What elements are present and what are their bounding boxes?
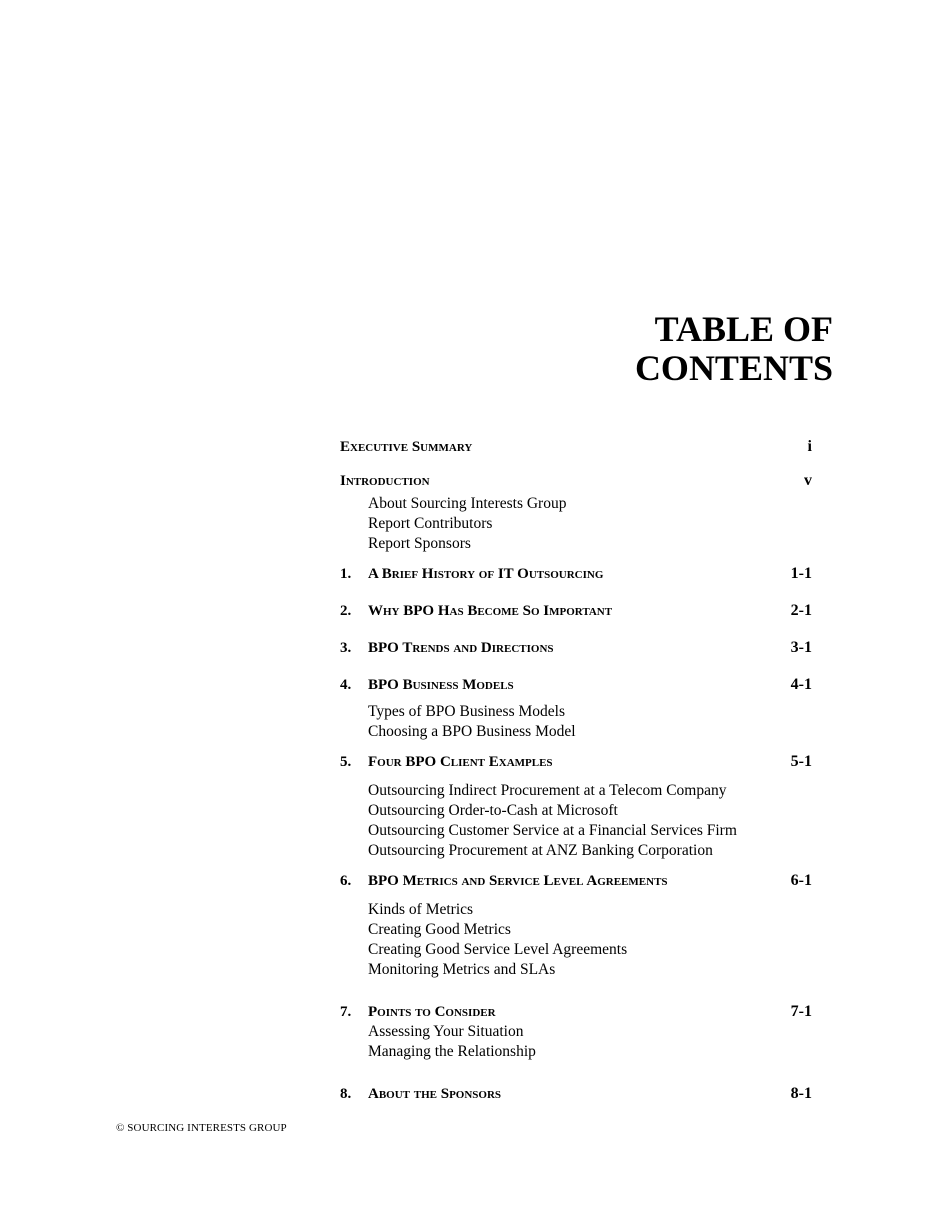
toc-chapter-number: 4. [340, 677, 352, 693]
toc-page-number: 4-1 [790, 676, 812, 693]
toc-entry [340, 601, 812, 621]
toc-chapter-number: 5. [340, 754, 352, 770]
toc-heading[interactable] [340, 471, 812, 491]
toc-subsection[interactable]: Choosing a BPO Business Model [368, 723, 576, 740]
page-title [635, 310, 833, 388]
toc-chapter-number: 8. [340, 1086, 352, 1102]
toc-entry [340, 675, 812, 742]
toc-subsection[interactable]: Monitoring Metrics and SLAs [368, 961, 556, 978]
toc-heading[interactable] [340, 638, 812, 658]
toc-subsection-list [340, 494, 812, 554]
toc-entry [340, 1002, 812, 1062]
toc-heading-title: About the Sponsors [368, 1086, 502, 1102]
toc-subsection[interactable]: Kinds of Metrics [368, 901, 474, 918]
toc-heading[interactable] [340, 871, 812, 891]
toc-page-number: 7-1 [790, 1003, 812, 1020]
toc-page-number: i [807, 438, 812, 455]
toc-heading[interactable] [340, 601, 812, 621]
toc-entry [340, 1084, 812, 1104]
toc-entry [340, 471, 812, 554]
toc-chapter-number: 6. [340, 873, 352, 889]
toc-subsection[interactable]: Assessing Your Situation [368, 1023, 524, 1040]
toc-heading-title: BPO Business Models [368, 677, 514, 693]
toc-heading-title: Why BPO Has Become So Important [368, 603, 613, 619]
toc-page-number: 6-1 [790, 872, 812, 889]
toc-chapter-number: 1. [340, 566, 352, 582]
table-of-contents [340, 437, 812, 1104]
toc-entry [340, 564, 812, 584]
toc-chapter-number: 3. [340, 640, 352, 656]
toc-chapter-number: 7. [340, 1004, 352, 1020]
toc-entry [340, 871, 812, 980]
copyright-footer: © SOURCING INTERESTS GROUP [116, 1122, 287, 1134]
toc-heading[interactable] [340, 675, 812, 695]
page-title-line-1: TABLE OF [654, 309, 833, 349]
toc-subsection[interactable]: Creating Good Metrics [368, 921, 511, 938]
toc-subsection[interactable]: Outsourcing Order-to-Cash at Microsoft [368, 802, 618, 819]
toc-subsection-list [340, 702, 812, 742]
toc-entry [340, 437, 812, 457]
toc-heading-title: Executive Summary [340, 439, 473, 455]
toc-subsection[interactable]: Outsourcing Procurement at ANZ Banking Corporation [368, 842, 713, 859]
toc-entry [340, 638, 812, 658]
toc-subsection[interactable]: Outsourcing Customer Service at a Financial Services Firm [368, 822, 737, 839]
toc-heading[interactable] [340, 1084, 812, 1104]
toc-page-number: 3-1 [790, 639, 812, 656]
toc-heading-title: Points to Consider [368, 1004, 496, 1020]
toc-subsection[interactable]: Managing the Relationship [368, 1043, 536, 1060]
toc-heading[interactable] [340, 1002, 812, 1022]
toc-entry [340, 752, 812, 861]
toc-heading[interactable] [340, 564, 812, 584]
toc-heading-title: Four BPO Client Examples [368, 754, 553, 770]
toc-subsection-list [340, 900, 812, 980]
toc-page-number: 2-1 [790, 602, 812, 619]
toc-subsection[interactable]: About Sourcing Interests Group [368, 495, 567, 512]
toc-subsection[interactable]: Types of BPO Business Models [368, 703, 565, 720]
toc-subsection[interactable]: Report Sponsors [368, 535, 471, 552]
toc-heading[interactable] [340, 752, 812, 772]
toc-chapter-number: 2. [340, 603, 352, 619]
toc-heading-title: A Brief History of IT Outsourcing [368, 566, 604, 582]
toc-subsection[interactable]: Report Contributors [368, 515, 493, 532]
toc-subsection[interactable]: Creating Good Service Level Agreements [368, 941, 628, 958]
toc-page-number: 5-1 [790, 753, 812, 770]
toc-page-number: 1-1 [790, 565, 812, 582]
toc-heading-title: BPO Trends and Directions [368, 640, 554, 656]
toc-heading[interactable] [340, 437, 812, 457]
toc-subsection-list [340, 1022, 812, 1062]
toc-subsection-list [340, 781, 812, 861]
toc-page-number: 8-1 [790, 1085, 812, 1102]
toc-heading-title: Introduction [340, 473, 430, 489]
page-title-line-2: CONTENTS [634, 348, 833, 388]
toc-heading-title: BPO Metrics and Service Level Agreements [368, 873, 668, 889]
toc-page-number: v [804, 472, 812, 489]
toc-subsection[interactable]: Outsourcing Indirect Procurement at a Telecom Company [368, 782, 727, 799]
